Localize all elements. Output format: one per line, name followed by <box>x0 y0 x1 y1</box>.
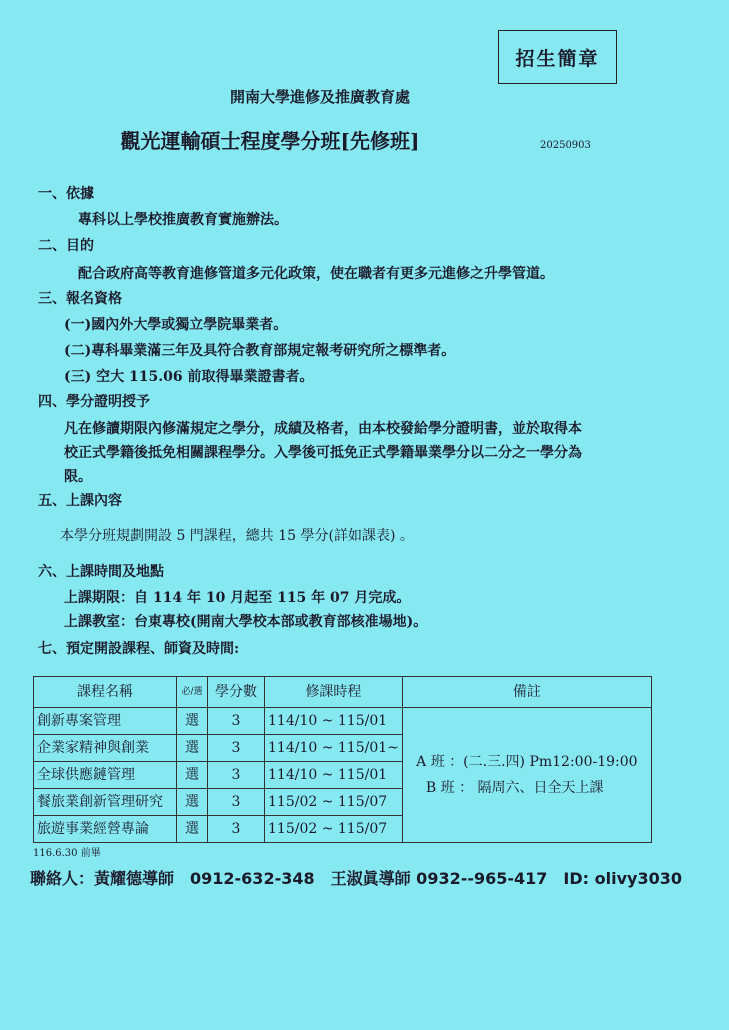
document-date: 20250903 <box>540 140 591 151</box>
column-header: 課程名稱 <box>34 677 177 708</box>
course-period: 114/10 ~ 115/01 <box>265 708 403 735</box>
section-heading: 一、依據 <box>38 186 94 202</box>
course-type: 選 <box>177 816 208 843</box>
course-type: 選 <box>177 762 208 789</box>
section-heading: 五、上課內容 <box>38 493 122 509</box>
section-text: 上課教室：台東專校(開南大學校本部或教育部核准場地)。 <box>64 614 428 630</box>
table-and-contact <box>30 676 720 890</box>
section-text: 凡在修讀期限內修滿規定之學分，成績及格者，由本校發給學分證明書，並於取得本 <box>64 421 582 437</box>
organization: 開南大學進修及推廣教育處 <box>229 88 410 106</box>
course-credits: 3 <box>208 735 265 762</box>
table-row <box>34 708 652 735</box>
section-heading: 二、目的 <box>38 238 94 254</box>
column-header: 學分數 <box>208 677 265 708</box>
course-name: 全球供應鏈管理 <box>34 762 177 789</box>
column-header: 修課時程 <box>265 677 403 708</box>
section-heading: 六、上課時間及地點 <box>38 564 164 580</box>
course-type: 選 <box>177 735 208 762</box>
section-text: (二)專科畢業滿三年及具符合教育部規定報考研究所之標準者。 <box>64 343 456 359</box>
section-text: 校正式學籍後抵免相關課程學分。入學後可抵免正式學籍畢業學分以二分之一學分為 <box>64 445 582 461</box>
section-text: 本學分班規劃開設 5 門課程，總共 15 學分(詳如課表) 。 <box>60 528 414 544</box>
course-type: 選 <box>177 708 208 735</box>
remark-class-b: B 班 ： 隔周六、日全天上課 <box>425 780 604 796</box>
course-period: 114/10 ~ 115/01 <box>265 762 403 789</box>
course-name: 企業家精神與創業 <box>34 735 177 762</box>
section-heading: 三、報名資格 <box>38 291 122 307</box>
document-title: 觀光運輸碩士程度學分班[先修班] <box>120 129 420 153</box>
course-name: 創新專案管理 <box>34 708 177 735</box>
footnote: 116.6.30 前畢 <box>33 848 101 859</box>
course-name: 旅遊事業經營專論 <box>34 816 177 843</box>
section-text: 上課期限：自 114 年 10 月起至 115 年 07 月完成。 <box>64 590 411 606</box>
course-period: 115/02 ~ 115/07 <box>265 816 403 843</box>
section-text: 配合政府高等教育進修管道多元化政策，使在職者有更多元進修之升學管道。 <box>78 266 554 282</box>
table-header-row <box>34 677 652 708</box>
course-type: 選 <box>177 789 208 816</box>
section-heading: 四、學分證明授予 <box>38 394 150 410</box>
course-credits: 3 <box>208 816 265 843</box>
section-text: (一)國內外大學或獨立學院畢業者。 <box>64 317 288 333</box>
course-name: 餐旅業創新管理研究 <box>34 789 177 816</box>
section-text: (三) 空大 115.06 前取得畢業證書者。 <box>64 369 314 385</box>
section-heading: 七、預定開設課程、師資及時間: <box>38 641 240 657</box>
remark-class-a: A 班 ：(二.三.四) Pm12:00-19:00 <box>416 754 638 770</box>
stamp-box: 招生簡章 <box>498 30 617 84</box>
course-credits: 3 <box>208 708 265 735</box>
column-header: 必/選 <box>177 677 208 708</box>
course-credits: 3 <box>208 789 265 816</box>
section-text: 限。 <box>64 469 92 485</box>
course-period: 114/10 ~ 115/01~ <box>265 735 403 762</box>
column-header: 備註 <box>402 677 651 708</box>
course-credits: 3 <box>208 762 265 789</box>
section-text: 專科以上學校推廣教育實施辦法。 <box>78 212 288 228</box>
course-table <box>33 676 652 843</box>
remarks-cell <box>402 708 651 843</box>
contact-info: 聯絡人：黃耀德導師 0912-632-348 王淑眞導師 0932--965-417 ID: olivy3030 <box>30 869 682 888</box>
course-period: 115/02 ~ 115/07 <box>265 789 403 816</box>
